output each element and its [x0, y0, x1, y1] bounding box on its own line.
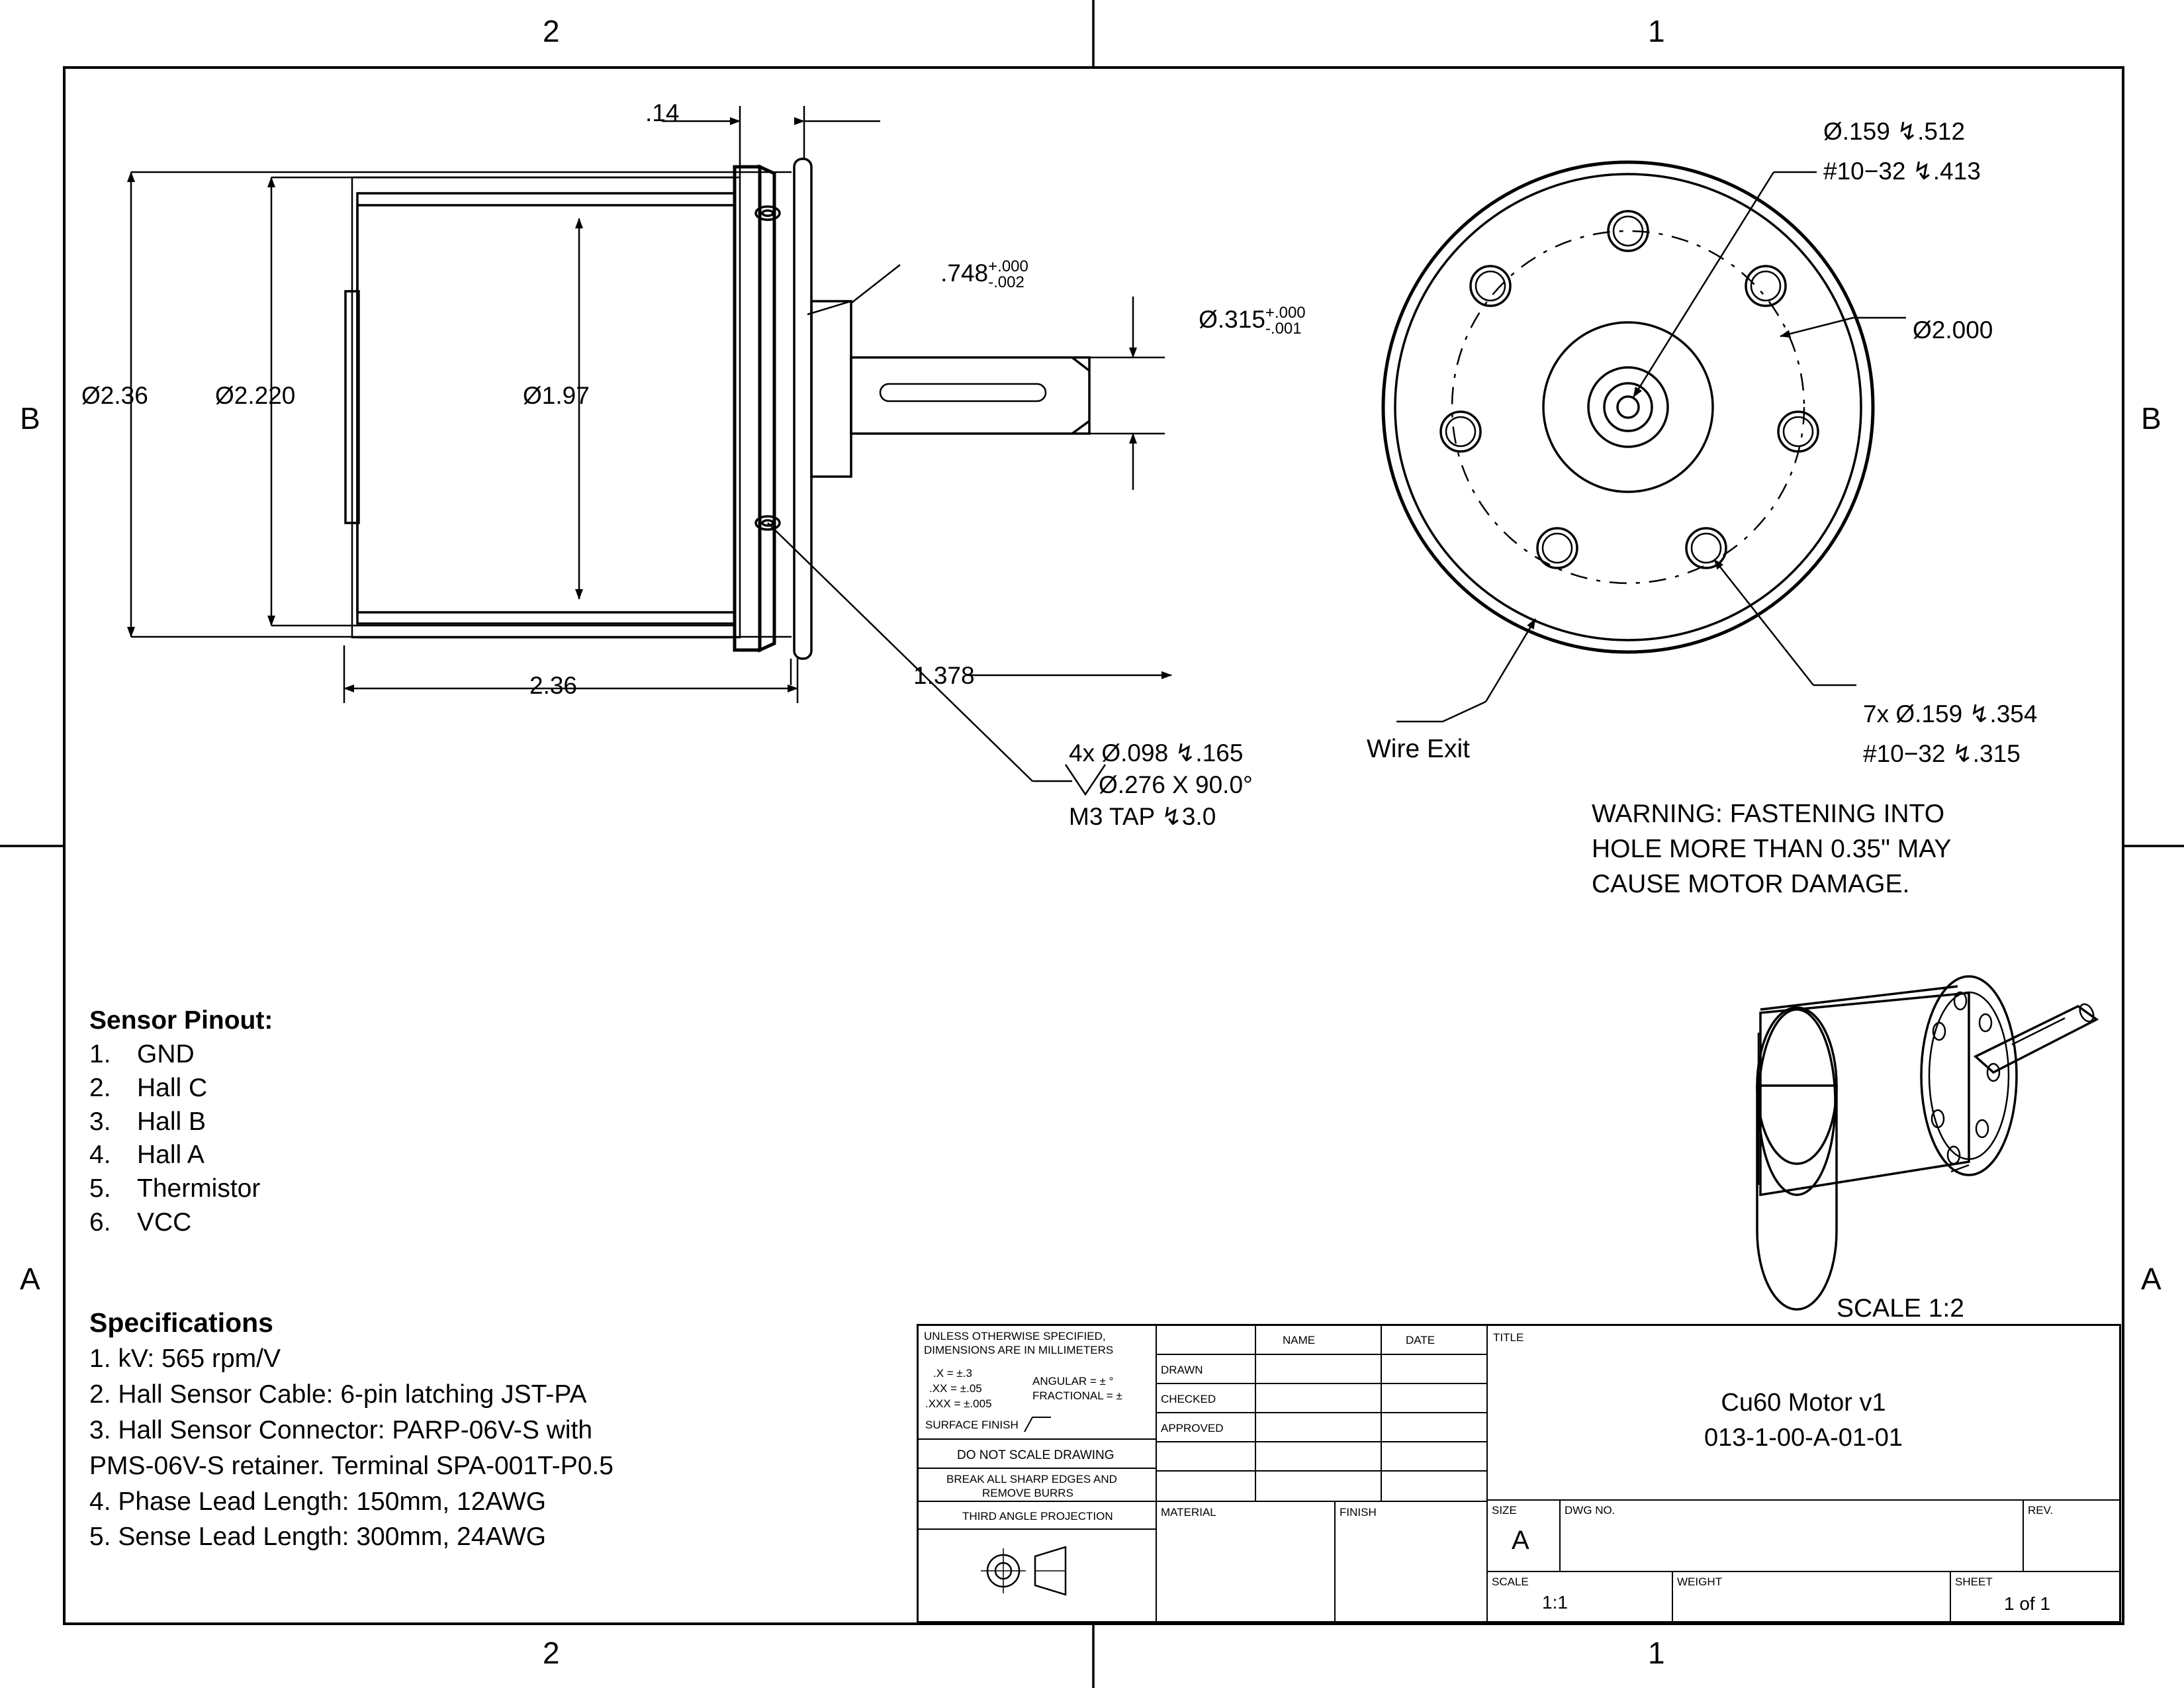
break-edges-line1: BREAK ALL SHARP EDGES AND	[946, 1473, 1117, 1485]
list-item	[89, 1074, 273, 1103]
list-item	[89, 1040, 273, 1070]
third-angle-projection-icon	[919, 1530, 1157, 1623]
tolerance-xx: .XX = ±.05	[929, 1382, 982, 1395]
warning-line-2: HOLE MORE THAN 0.35" MAY	[1592, 834, 1952, 863]
pin-label: Hall A	[137, 1141, 205, 1170]
weight-label: WEIGHT	[1677, 1575, 1722, 1588]
title-block	[917, 1324, 2121, 1623]
spec-line: 1. kV: 565 rpm/V	[89, 1344, 281, 1374]
wire-exit-label: Wire Exit	[1367, 735, 1470, 763]
dim-flange-thickness: .14	[645, 99, 680, 126]
row-checked-label	[1157, 1384, 1256, 1413]
break-edges-cell	[919, 1469, 1157, 1502]
tolerance-cell	[919, 1326, 1157, 1440]
do-not-scale-label: DO NOT SCALE DRAWING	[957, 1448, 1115, 1462]
pin-label: Hall B	[137, 1107, 206, 1136]
third-angle-symbol-cell	[919, 1530, 1157, 1623]
pin-label: VCC	[137, 1208, 192, 1237]
dim-shaft-base-tol-minus: -.002	[988, 273, 1024, 291]
warning-line-3: CAUSE MOTOR DAMAGE.	[1592, 869, 1910, 898]
dim-shaft-base-tol-plus: +.000	[988, 257, 1028, 275]
zone-label-top-right: 1	[1648, 14, 1665, 48]
sheet-cell	[1951, 1572, 2119, 1623]
dim-shaft-base-value: .748	[940, 259, 989, 287]
callout-center-bore-line1: Ø.159 ↯.512	[1823, 118, 1966, 145]
scale-value: 1:1	[1542, 1592, 1568, 1613]
row-approved-date	[1382, 1413, 1488, 1442]
pin-label: GND	[137, 1039, 195, 1068]
finish-cell	[1336, 1502, 1488, 1623]
spacer-cell-5	[1256, 1472, 1382, 1502]
zone-label-right-lower: A	[2141, 1262, 2161, 1296]
header-date-cell	[1382, 1326, 1488, 1355]
col-header-date: DATE	[1406, 1334, 1435, 1346]
do-not-scale-cell	[919, 1440, 1157, 1469]
pin-label: Thermistor	[137, 1174, 261, 1203]
spec-line: 4. Phase Lead Length: 150mm, 12AWG	[89, 1487, 547, 1516]
dim-shaft-dia-tol-minus: -.001	[1265, 319, 1302, 338]
scale-cell	[1488, 1572, 1673, 1623]
dim-shaft-base	[913, 230, 1028, 318]
pin-number: 4.	[89, 1141, 111, 1170]
spec-line: PMS-06V-S retainer. Terminal SPA-001T-P0.5	[89, 1451, 614, 1480]
list-item	[89, 1174, 273, 1204]
material-label: MATERIAL	[1161, 1506, 1216, 1519]
specifications-heading: Specifications	[89, 1307, 273, 1338]
pin-number: 3.	[89, 1107, 111, 1136]
zone-label-right-upper: B	[2141, 401, 2161, 436]
drawn-label: DRAWN	[1161, 1364, 1203, 1376]
header-blank-cell	[1157, 1326, 1256, 1355]
callout-holes-line1: 7x Ø.159 ↯.354	[1863, 700, 2038, 727]
specifications-block	[89, 1307, 614, 1552]
rev-cell	[2024, 1501, 2119, 1572]
iso-scale-label: SCALE 1:2	[1837, 1294, 1964, 1323]
tolerance-fractional: FRACTIONAL = ±	[1032, 1389, 1122, 1402]
spacer-cell-3	[1382, 1442, 1488, 1472]
row-checked-name	[1256, 1384, 1382, 1413]
row-checked-date	[1382, 1384, 1488, 1413]
zone-label-bottom-right: 1	[1648, 1636, 1665, 1670]
checked-label: CHECKED	[1161, 1393, 1216, 1405]
dim-shaft-dia-value: Ø.315	[1199, 305, 1265, 333]
warning-note	[1592, 800, 1951, 900]
size-value: A	[1512, 1526, 1529, 1555]
row-drawn-date	[1382, 1355, 1488, 1384]
dim-shaft-dia	[1171, 277, 1306, 365]
material-cell	[1157, 1502, 1336, 1623]
list-item	[89, 1208, 273, 1238]
callout-bolt-circle: Ø2.000	[1913, 316, 1993, 344]
callout-tap-line2: Ø.276 X 90.0°	[1099, 771, 1253, 798]
tolerance-note-line1: UNLESS OTHERWISE SPECIFIED,	[924, 1330, 1106, 1342]
dwg-no-cell	[1561, 1501, 2024, 1572]
callout-holes-line2: #10−32 ↯.315	[1863, 740, 2021, 767]
dim-od-body: Ø2.220	[215, 382, 296, 409]
dim-od-inner: Ø1.97	[523, 382, 590, 409]
spec-line: 2. Hall Sensor Cable: 6-pin latching JST-PA	[89, 1380, 587, 1409]
finish-label: FINISH	[1340, 1506, 1377, 1519]
spacer-cell-2	[1256, 1442, 1382, 1472]
callout-center-bore-line2: #10−32 ↯.413	[1823, 158, 1981, 185]
pin-number: 5.	[89, 1174, 111, 1203]
spacer-cell-6	[1382, 1472, 1488, 1502]
tolerance-angular: ANGULAR = ± °	[1032, 1375, 1114, 1387]
spacer-cell-4	[1157, 1472, 1256, 1502]
scale-label: SCALE	[1492, 1575, 1529, 1588]
col-header-name: NAME	[1283, 1334, 1316, 1346]
sensor-pinout-list	[89, 1040, 273, 1238]
sheet-label: SHEET	[1955, 1575, 1993, 1588]
size-cell	[1488, 1501, 1561, 1572]
row-approved-name	[1256, 1413, 1382, 1442]
list-item	[89, 1107, 273, 1137]
zone-label-top-left: 2	[543, 14, 560, 48]
zone-label-left-upper: B	[20, 401, 40, 436]
row-approved-label	[1157, 1413, 1256, 1442]
third-angle-cell	[919, 1502, 1157, 1530]
tolerance-x: .X = ±.3	[933, 1367, 972, 1380]
spacer-cell-1	[1157, 1442, 1256, 1472]
sheet-value: 1 of 1	[2004, 1593, 2051, 1614]
spec-line: 5. Sense Lead Length: 300mm, 24AWG	[89, 1523, 547, 1552]
sensor-pinout-block	[89, 1006, 273, 1238]
size-label: SIZE	[1492, 1504, 1517, 1517]
title-label: TITLE	[1493, 1331, 1524, 1344]
pin-number: 2.	[89, 1073, 111, 1102]
break-edges-line2: REMOVE BURRS	[982, 1487, 1073, 1499]
dim-overall-length: 1.378	[913, 662, 975, 689]
tolerance-xxx: .XXX = ±.005	[925, 1397, 992, 1410]
callout-tap-line3: M3 TAP ↯3.0	[1069, 803, 1216, 830]
drawing-title-line2: 013-1-00-A-01-01	[1704, 1424, 1903, 1452]
sensor-pinout-heading: Sensor Pinout:	[89, 1006, 273, 1035]
dwg-no-label: DWG NO.	[1565, 1504, 1615, 1517]
callout-tap-line1: 4x Ø.098 ↯.165	[1069, 739, 1244, 767]
dim-shaft-dia-tol-plus: +.000	[1265, 303, 1306, 322]
zone-label-left-lower: A	[20, 1262, 40, 1296]
row-drawn-name	[1256, 1355, 1382, 1384]
surface-finish-label: SURFACE FINISH	[925, 1419, 1019, 1431]
header-name-cell	[1256, 1326, 1382, 1355]
weight-cell	[1673, 1572, 1951, 1623]
dim-body-length: 2.36	[529, 672, 578, 699]
pin-label: Hall C	[137, 1073, 208, 1102]
approved-label: APPROVED	[1161, 1422, 1224, 1434]
warning-line-1: WARNING: FASTENING INTO	[1592, 800, 1945, 828]
rev-label: REV.	[2028, 1504, 2054, 1517]
zone-label-bottom-left: 2	[543, 1636, 560, 1670]
list-item	[89, 1141, 273, 1170]
spec-line: 3. Hall Sensor Connector: PARP-06V-S with	[89, 1415, 593, 1444]
row-drawn-label	[1157, 1355, 1256, 1384]
pin-number: 1.	[89, 1039, 111, 1068]
dim-od-flange: Ø2.36	[81, 382, 148, 409]
title-cell	[1488, 1326, 2119, 1501]
tolerance-note-line2: DIMENSIONS ARE IN MILLIMETERS	[924, 1344, 1114, 1356]
third-angle-label: THIRD ANGLE PROJECTION	[962, 1510, 1113, 1523]
drawing-title-line1: Cu60 Motor v1	[1721, 1389, 1886, 1417]
pin-number: 6.	[89, 1208, 111, 1237]
